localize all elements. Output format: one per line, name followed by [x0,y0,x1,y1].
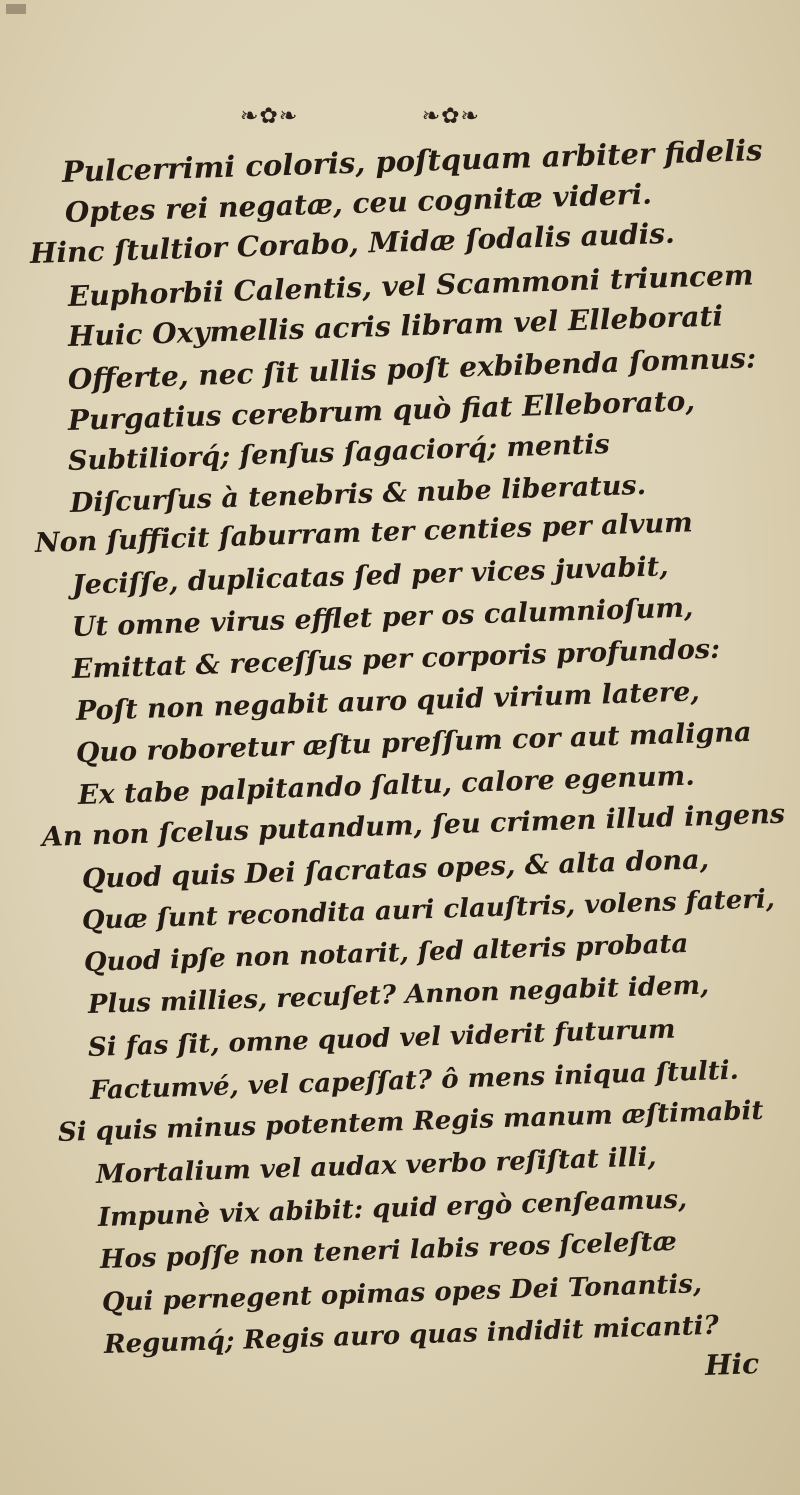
poem-line: Mortalium vel audax verbo reſiſtat illi, [95,1142,657,1190]
poem-line: Ut omne virus efflet per os calumnioſum, [71,592,694,643]
poem-line: Non ſufficit ſaburram ter centies per alvum [34,507,694,559]
poem-line: Quæ ſunt recondita auri clauſtris, volens fateri, [81,884,776,936]
ornament-left: ❧✿❧ [240,104,299,129]
poem-line: Quod ipſe non notarit, ſed alteris probata [83,929,689,978]
poem-line: Qui pernegent opimas opes Dei Tonantis, [101,1269,703,1318]
catchword: Hic [704,1347,760,1382]
poem-line: Offerte, nec ſit ullis poſt exbibenda ſomnus: [67,341,757,396]
poem-line: Subtiliorq́; ſenſus ſagaciorq́; mentis [67,428,611,477]
poem-line: Purgatius cerebrum quò fiat Elleborato, [67,384,696,437]
poem-line: Ex tabe palpitando ſaltu, calore egenum. [77,760,696,811]
poem-line: Huic Oxymellis acris libram vel Elleborati [67,299,724,353]
poem-line: Pulcerrimi coloris, poſtquam arbiter fidelis [61,132,763,189]
poem-line: Si fas ſit, omne quod vel viderit futurum [87,1014,676,1063]
poem-line: Factumvé, vel capeſſat? ô mens iniqua ſtulti. [89,1055,740,1106]
poem-line: Hinc ſtultior Corabo, Midæ ſodalis audis. [29,216,676,270]
poem-line: Regumq́; Regis auro quas indidit micanti? [103,1310,720,1360]
poem-line: Hos poſſe non teneri labis reos ſceleſtæ [99,1226,678,1275]
poem-line: Optes rei negatæ, ceu cognitæ videri. [64,177,653,229]
poem-line: An non ſcelus putandum, ſeu crimen illud ingens [41,798,786,853]
poem-line: Si quis minus potentem Regis manum æſtimabit [57,1095,764,1148]
poem-line: Quod quis Dei ſacratas opes, & alta dona, [81,844,710,895]
ornament-right: ❧✿❧ [421,104,480,129]
poem-line: Impunè vix abibit: quid ergò cenſeamus, [97,1184,688,1233]
poem-line: Diſcurſus à tenebris & nube liberatus. [69,469,647,519]
poem-line: Plus millies, recuſet? Annon negabit idem, [87,970,710,1020]
poem-line: Poſt non negabit auro quid virium latere, [75,676,701,727]
poem-line: Quo roboretur æſtu preſſum cor aut maligna [75,716,752,769]
corner-stain [6,4,26,14]
poem-line: Euphorbii Calentis, vel Scammoni triuncem [67,258,754,313]
poem-line: Jeciſſe, duplicatas ſed per vices juvabit, [71,551,669,601]
header-ornaments [240,104,480,129]
poem-line: Emittat & receſſus per corporis profundos: [71,633,721,685]
